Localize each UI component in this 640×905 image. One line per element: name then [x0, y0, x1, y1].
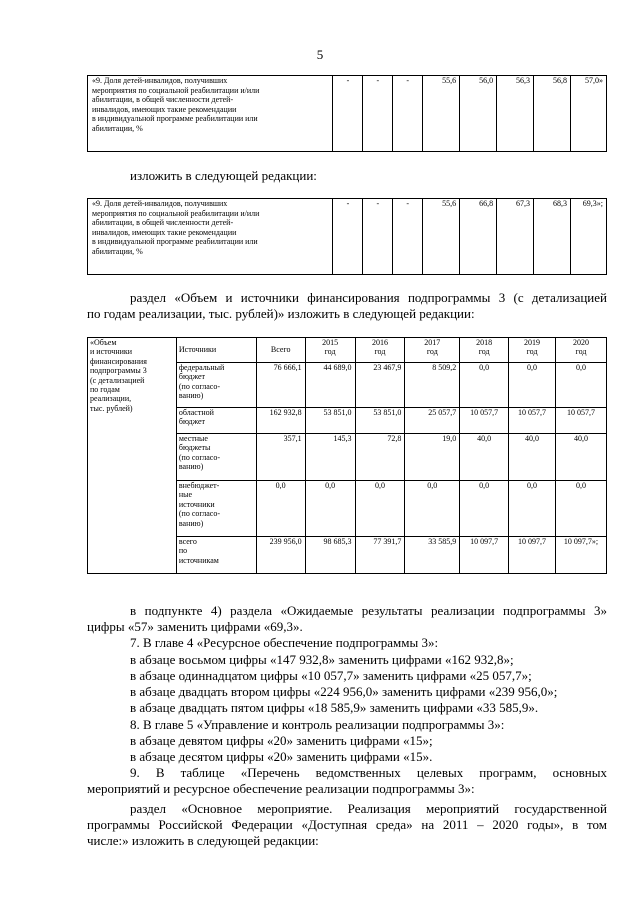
indicator-value: -	[333, 76, 363, 152]
year-suffix: год	[478, 347, 490, 357]
cell-value: 33 585,9	[405, 537, 460, 574]
paragraph-6: в абзаце двадцать пятом цифры «18 585,9» заменить цифрами «33 585,9».	[130, 700, 539, 715]
year-suffix: год	[374, 347, 386, 357]
year-number: 2020	[573, 338, 589, 347]
cell-value: 10 057,7	[509, 408, 556, 434]
label-line: ные	[178, 490, 193, 500]
cell-value: 53 851,0	[305, 408, 355, 434]
label-line: бюджеты	[178, 443, 211, 453]
financing-title	[88, 338, 177, 574]
page-number: 5	[316, 47, 324, 62]
label-line: ванию)	[178, 462, 204, 472]
indicator-table-new	[87, 198, 607, 275]
section-intro-line2: по годам реализации, тыс. рублей)» изложить в следующей редакции:	[87, 306, 475, 321]
label-line: по	[178, 546, 188, 556]
cell-value: 0,0	[460, 481, 509, 537]
cell-value: 0,0	[305, 481, 355, 537]
source-label	[176, 537, 256, 574]
desc-line: в индивидуальной программе реабилитации или	[92, 114, 258, 124]
header-year	[405, 338, 460, 363]
title-line: по годам	[90, 385, 120, 395]
cell-value: 25 057,7	[405, 408, 460, 434]
indicator-description	[88, 76, 333, 152]
indicator-value: 57,0»	[570, 76, 606, 152]
cell-value: 0,0	[405, 481, 460, 537]
year-suffix: год	[575, 347, 587, 357]
label-line: бюджет	[178, 372, 206, 382]
source-label	[176, 363, 256, 408]
indicator-value: 56,3	[497, 76, 534, 152]
title-line: подпрограммы 3	[90, 366, 147, 376]
cell-value: 72,8	[355, 434, 405, 481]
cell-value: 0,0	[509, 363, 556, 408]
header-year	[556, 338, 607, 363]
cell-value: 0,0	[556, 363, 607, 408]
desc-line: «9. Доля детей-инвалидов, получивших	[92, 199, 228, 208]
indicator-value: 55,6	[423, 199, 460, 275]
label-line: ванию)	[178, 518, 204, 528]
paragraph-11b: программы Российской Федерации «Доступная среда» на 2011 – 2020 годы», в том	[87, 817, 607, 832]
label-line: (по согласо-	[178, 509, 221, 519]
title-line: и источники	[90, 347, 133, 357]
header-year	[355, 338, 405, 363]
paragraph-4: в абзаце одиннадцатом цифры «10 057,7» заменить цифрами «25 057,7»;	[130, 668, 532, 683]
cell-total: 239 956,0	[256, 537, 305, 574]
cell-value: 0,0	[355, 481, 405, 537]
indicator-value: -	[393, 76, 423, 152]
indicator-value: -	[333, 199, 363, 275]
section-intro-line1: раздел «Объем и источники финансирования подпрограммы 3 (с детализацией	[130, 290, 607, 305]
year-suffix: год	[426, 347, 438, 357]
cell-value: 10 057,7	[556, 408, 607, 434]
cell-total: 76 666,1	[256, 363, 305, 408]
label-line: источникам	[178, 555, 219, 565]
replace-phrase: изложить в следующей редакции:	[130, 168, 317, 183]
cell-value: 10 097,7	[509, 537, 556, 574]
indicator-value: 56,0	[460, 76, 497, 152]
year-number: 2016	[371, 338, 388, 347]
label-line: внебюджет-	[178, 481, 220, 490]
title-line: тыс. рублей)	[90, 403, 133, 413]
label-line: местные	[178, 434, 208, 443]
indicator-value: 56,8	[534, 76, 571, 152]
paragraph-2: 7. В главе 4 «Ресурсное обеспечение подпрограммы 3»:	[130, 635, 439, 650]
header-year	[305, 338, 355, 363]
indicator-value: 68,3	[534, 199, 571, 275]
desc-line: абилитации, %	[92, 123, 143, 133]
cell-value: 10 097,7»;	[556, 537, 607, 574]
indicator-value: 55,6	[423, 76, 460, 152]
paragraph-5: в абзаце двадцать втором цифры «224 956,0» заменить цифрами «239 956,0»;	[130, 684, 558, 699]
title-line: финансирования	[90, 356, 147, 366]
cell-value: 53 851,0	[355, 408, 405, 434]
cell-value: 8 509,2	[405, 363, 460, 408]
year-number: 2018	[476, 338, 493, 347]
cell-value: 98 685,3	[305, 537, 355, 574]
label-line: бюджет	[178, 417, 206, 427]
cell-value: 44 689,0	[305, 363, 355, 408]
indicator-value: -	[393, 199, 423, 275]
indicator-description	[88, 199, 333, 275]
paragraph-9: в абзаце десятом цифры «20» заменить цифрами «15».	[130, 749, 433, 764]
cell-total: 357,1	[256, 434, 305, 481]
indicator-value: 69,3»;	[570, 199, 606, 275]
cell-value: 77 391,7	[355, 537, 405, 574]
cell-value: 145,3	[305, 434, 355, 481]
cell-value: 10 057,7	[460, 408, 509, 434]
cell-total: 162 932,8	[256, 408, 305, 434]
desc-line: в индивидуальной программе реабилитации или	[92, 237, 258, 247]
desc-line: инвалидов, имеющих такие рекомендации	[92, 104, 237, 114]
label-line: федеральный	[178, 363, 225, 372]
paragraph-10a: 9. В таблице «Перечень ведомственных целевых программ, основных	[130, 765, 607, 780]
year-suffix: год	[324, 347, 336, 357]
financing-table	[87, 337, 607, 574]
indicator-table-old	[87, 75, 607, 152]
title-line: реализации,	[90, 394, 132, 404]
cell-value: 0,0	[509, 481, 556, 537]
cell-value: 0,0	[460, 363, 509, 408]
year-number: 2019	[524, 338, 541, 347]
label-line: (по согласо-	[178, 452, 221, 462]
header-year	[460, 338, 509, 363]
year-suffix: год	[526, 347, 538, 357]
cell-value: 19,0	[405, 434, 460, 481]
paragraph-11a: раздел «Основное мероприятие. Реализация мероприятий государственной	[130, 801, 607, 816]
cell-value: 40,0	[556, 434, 607, 481]
label-line: всего	[178, 537, 197, 546]
indicator-value: -	[363, 199, 393, 275]
cell-total: 0,0	[256, 481, 305, 537]
header-sources: Источники	[176, 338, 256, 363]
title-line: (с детализацией	[90, 375, 145, 385]
year-number: 2015	[322, 338, 339, 347]
indicator-value: -	[363, 76, 393, 152]
label-line: областной	[178, 408, 214, 417]
cell-value: 23 467,9	[355, 363, 405, 408]
source-label	[176, 408, 256, 434]
paragraph-3: в абзаце восьмом цифры «147 932,8» заменить цифрами «162 932,8»;	[130, 652, 514, 667]
desc-line: инвалидов, имеющих такие рекомендации	[92, 227, 237, 237]
header-total: Всего	[256, 338, 305, 363]
paragraph-1b: цифры «57» заменить цифрами «69,3».	[87, 619, 303, 634]
source-label	[176, 434, 256, 481]
indicator-value: 66,8	[460, 199, 497, 275]
title-line: «Объем	[90, 338, 117, 347]
year-number: 2017	[424, 338, 441, 347]
paragraph-10b: мероприятий и ресурсное обеспечение реализации подпрограммы 3»:	[87, 781, 475, 796]
paragraph-8: в абзаце девятом цифры «20» заменить цифрами «15»;	[130, 733, 433, 748]
label-line: ванию)	[178, 391, 204, 401]
header-year	[509, 338, 556, 363]
desc-line: «9. Доля детей-инвалидов, получивших	[92, 76, 228, 85]
paragraph-11c: числе:» изложить в следующей редакции:	[87, 833, 319, 848]
cell-value: 40,0	[460, 434, 509, 481]
cell-value: 0,0	[556, 481, 607, 537]
source-label	[176, 481, 256, 537]
paragraph-1a: в подпункте 4) раздела «Ожидаемые результаты реализации подпрограммы 3»	[130, 603, 607, 618]
desc-line: абилитации, в общей численности детей-	[92, 218, 234, 228]
desc-line: мероприятия по социальной реабилитации и/или	[92, 85, 260, 95]
cell-value: 40,0	[509, 434, 556, 481]
desc-line: абилитации, %	[92, 246, 143, 256]
paragraph-7: 8. В главе 5 «Управление и контроль реализации подпрограммы 3»:	[130, 717, 505, 732]
label-line: источники	[178, 499, 215, 509]
desc-line: абилитации, в общей численности детей-	[92, 95, 234, 105]
label-line: (по согласо-	[178, 381, 221, 391]
indicator-value: 67,3	[497, 199, 534, 275]
cell-value: 10 097,7	[460, 537, 509, 574]
desc-line: мероприятия по социальной реабилитации и/или	[92, 208, 260, 218]
